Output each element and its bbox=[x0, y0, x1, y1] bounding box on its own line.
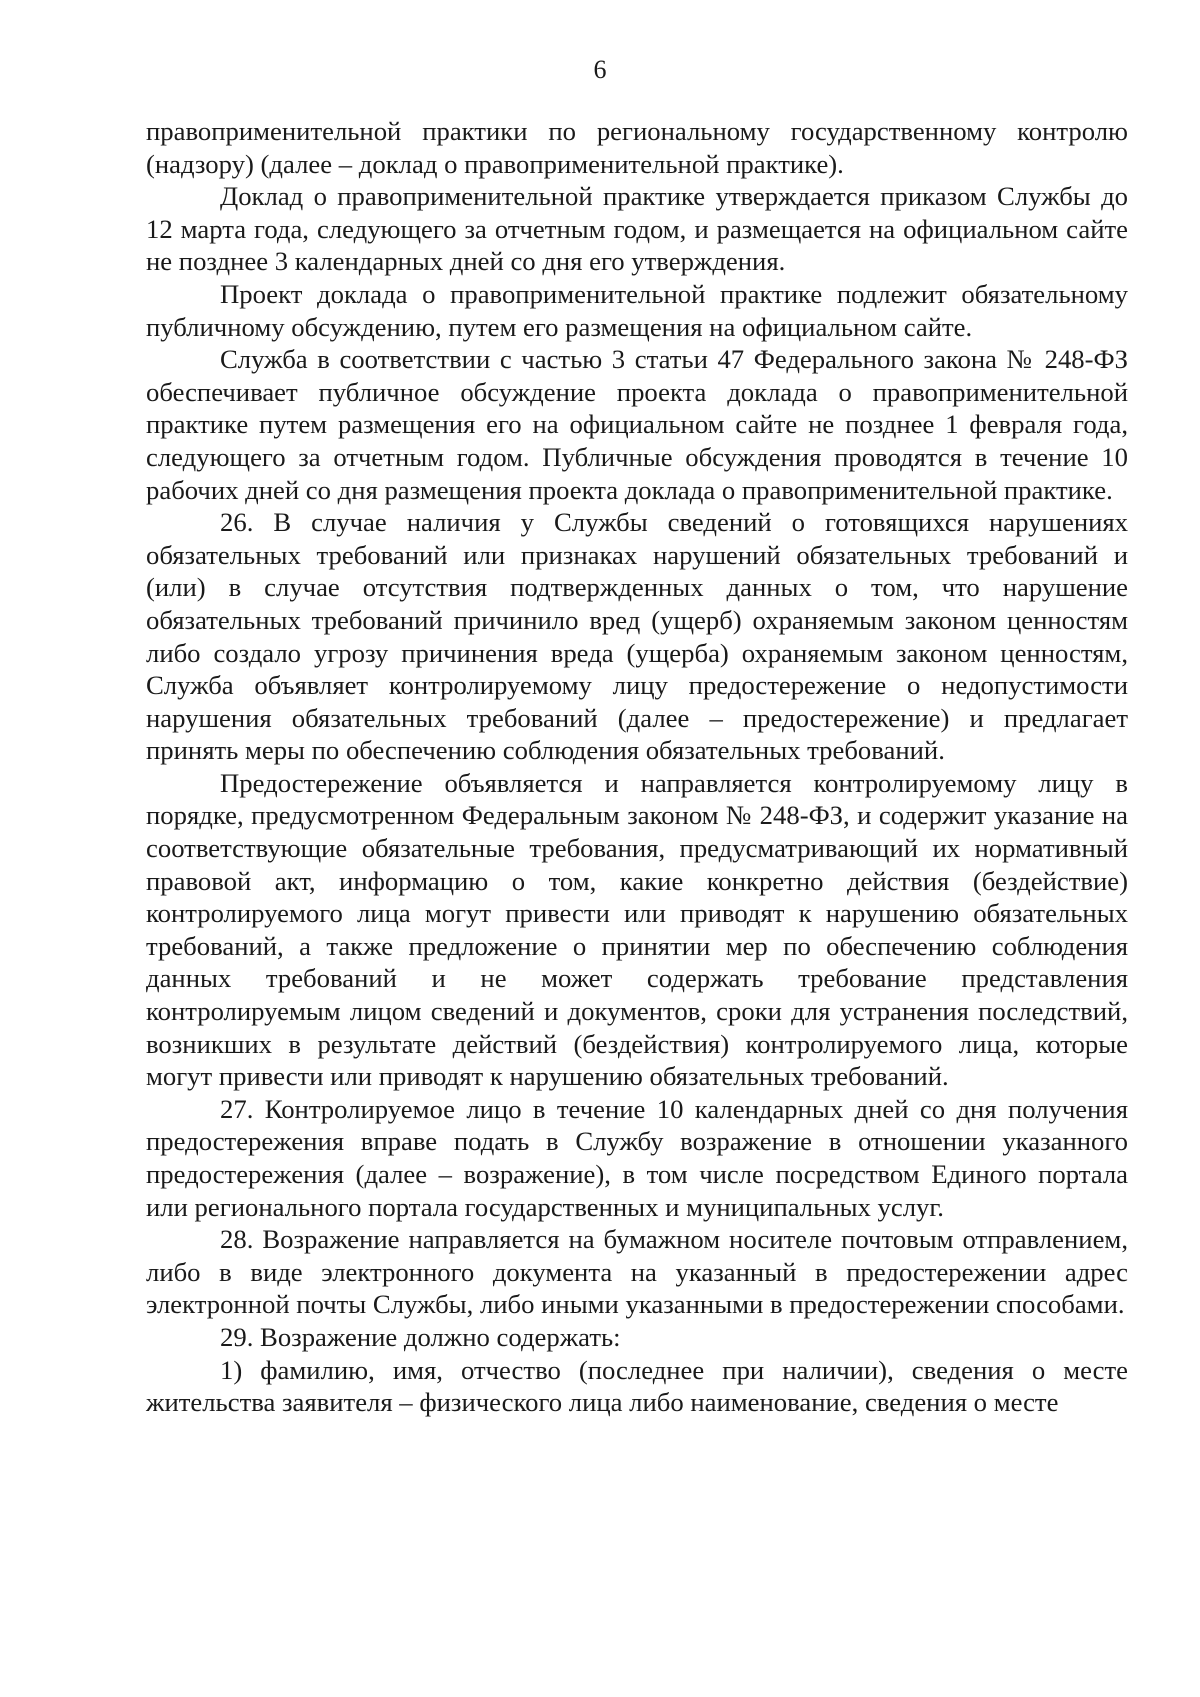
document-body bbox=[146, 115, 1128, 1419]
paragraph-item-29: 29. Возражение должно содержать: bbox=[220, 1321, 621, 1352]
paragraph-draft-discussion: Проект доклада о правоприменительной практике подлежит обязательному публичному обсуждению, путем его размещения на официальном сайте. bbox=[146, 278, 1128, 342]
paragraph-item-29-1: 1) фамилию, имя, отчество (последнее при наличии), сведения о месте жительства заявителя – физического лица либо наименование, сведения о месте bbox=[146, 1354, 1128, 1418]
paragraph-item-27: 27. Контролируемое лицо в течение 10 календарных дней со дня получения предостережения вправе подать в Службу возражение в отношении указанного предостережения (далее – возражение), в том числе посредством Единого портала или регионального портала государственных и муниципальных услуг. bbox=[146, 1093, 1128, 1222]
paragraph-report-approval: Доклад о правоприменительной практике утверждается приказом Службы до 12 марта года, следующего за отчетным годом, и размещается на официальном сайте не позднее 3 календарных дней со дня его утверждения. bbox=[146, 181, 1128, 277]
paragraph-item-28: 28. Возражение направляется на бумажном носителе почтовым отправлением, либо в виде электронного документа на указанный в предостережении адрес электронной почты Службы, либо иными указанными в предостережении способами. bbox=[146, 1224, 1128, 1320]
paragraph-public-discussion: Служба в соответствии с частью 3 статьи 47 Федерального закона № 248-ФЗ обеспечивает публичное обсуждение проекта доклада о правоприменительной практике путем размещения его на официальном сайте не позднее 1 февраля года, следующего за отчетным годом. Публичные обсуждения проводятся в течение 10 рабочих дней со дня размещения проекта доклада о правоприменительной практике. bbox=[146, 344, 1128, 505]
paragraph-warning-content: Предостережение объявляется и направляется контролируемому лицу в порядке, предусмотренном Федеральным законом № 248-ФЗ, и содержит указание на соответствующие обязательные требования, предусматривающий их нормативный правовой акт, информацию о том, какие конкретно действия (бездействие) контролируемого лица могут привести или приводят к нарушению обязательных требований, а также предложение о принятии мер по обеспечению соблюдения данных требований и не может содержать требование представления контролируемым лицом сведений и документов, сроки для устранения последствий, возникших в результате действий (бездействия) контролируемого лица, которые могут привести или приводят к нарушению обязательных требований. bbox=[146, 767, 1128, 1092]
page-number: 6 bbox=[593, 55, 607, 84]
paragraph-item-26: 26. В случае наличия у Службы сведений о готовящихся нарушениях обязательных требований или признаках нарушений обязательных требований и (или) в случае отсутствия подтвержденных данных о том, что нарушение обязательных требований причинило вред (ущерб) охраняемым законом ценностям либо создало угрозу причинения вреда (ущерба) охраняемым законом ценностям, Служба объявляет контролируемому лицу предостережение о недопустимости нарушения обязательных требований (далее – предостережение) и предлагает принять меры по обеспечению соблюдения обязательных требований. bbox=[146, 507, 1128, 766]
paragraph-continuation: правоприменительной практики по региональному государственному контролю (надзору) (далее – доклад о правоприменительной практике). bbox=[146, 116, 1128, 179]
